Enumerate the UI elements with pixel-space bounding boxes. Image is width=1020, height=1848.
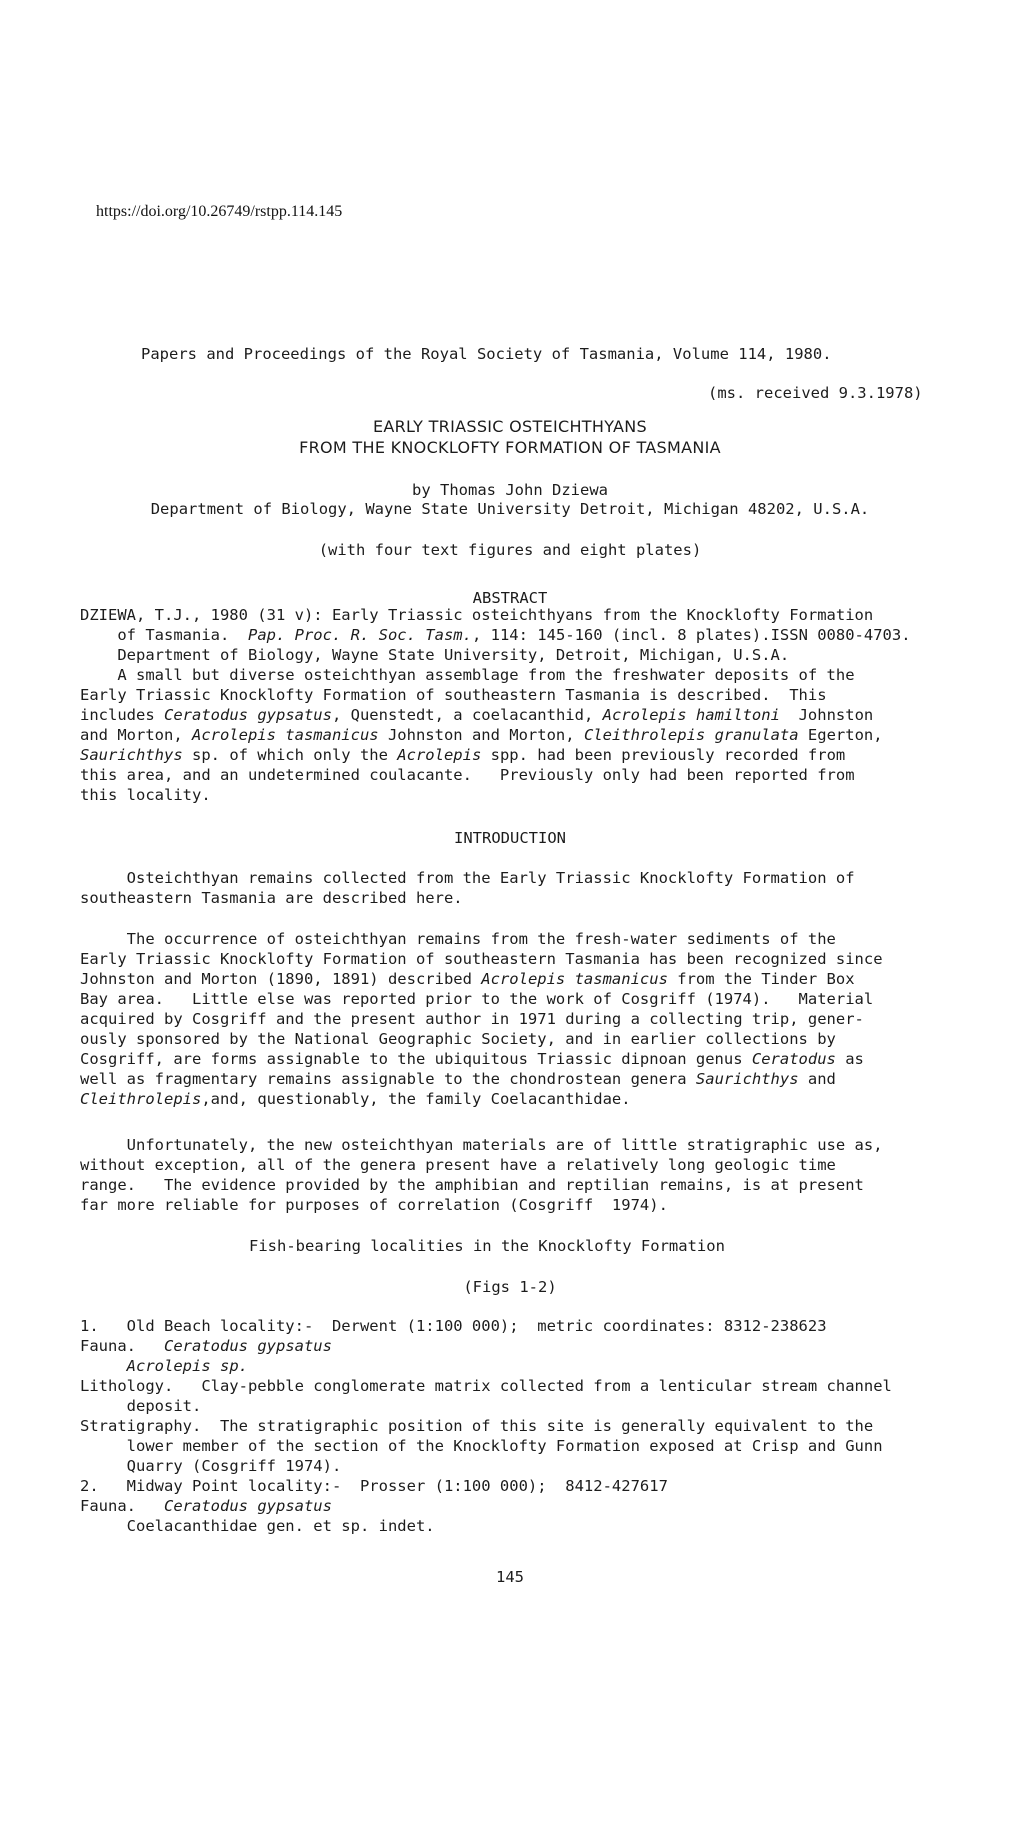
title-line-2: FROM THE KNOCKLOFTY FORMATION OF TASMANIA xyxy=(299,438,721,457)
introduction-para-3 xyxy=(80,1135,960,1215)
abstract-text-line: this area, and an undetermined coulacante. Previously only had been reported from xyxy=(80,766,855,784)
locality-line: Coelacanthidae gen. et sp. indet. xyxy=(126,1517,435,1535)
body-text-line: far more reliable for purposes of correlation (Cosgriff 1974). xyxy=(80,1196,668,1214)
affiliation: Department of Biology, Wayne State University Detroit, Michigan 48202, U.S.A. xyxy=(150,500,870,518)
title-line-1: EARLY TRIASSIC OSTEICHTHYANS xyxy=(372,417,648,436)
figures-note: (with four text figures and eight plates) xyxy=(318,541,702,559)
localities-figs: (Figs 1-2) xyxy=(463,1278,557,1296)
page-number: 145 xyxy=(496,1568,524,1586)
abstract-text-line: and Morton, Acrolepis tasmanicus Johnston and Morton, Cleithrolepis granulata Egerton, xyxy=(80,726,883,744)
locality-line: Acrolepis sp. xyxy=(126,1357,248,1375)
locality-line: deposit. xyxy=(126,1397,202,1415)
received-date: (ms. received 9.3.1978) xyxy=(708,384,923,402)
locality-line: 1. Old Beach locality:- Derwent (1:100 000); metric coordinates: 8312-238623 xyxy=(80,1317,827,1335)
body-text-line: Early Triassic Knocklofty Formation of southeastern Tasmania has been recognized since xyxy=(80,950,883,968)
introduction-para-2 xyxy=(80,929,960,1109)
abstract xyxy=(80,605,960,805)
body-text-line: without exception, all of the genera present have a relatively long geologic time xyxy=(80,1156,836,1174)
body-text-line: Johnston and Morton (1890, 1891) described Acrolepis tasmanicus from the Tinder Box xyxy=(80,970,855,988)
body-text-line: well as fragmentary remains assignable to the chondrostean genera Saurichthys and xyxy=(80,1070,836,1088)
locality-line: Lithology. Clay-pebble conglomerate matrix collected from a lenticular stream channel xyxy=(80,1377,892,1395)
body-text-line: Cosgriff, are forms assignable to the ubiquitous Triassic dipnoan genus Ceratodus as xyxy=(80,1050,864,1068)
locality-line: lower member of the section of the Knocklofty Formation exposed at Crisp and Gunn xyxy=(126,1437,883,1455)
abstract-citation-line: of Tasmania. Pap. Proc. R. Soc. Tasm., 114: 145-160 (incl. 8 plates).ISSN 0080-4703. xyxy=(117,626,911,644)
body-text-line: ously sponsored by the National Geographic Society, and in earlier collections by xyxy=(80,1030,836,1048)
body-text-line: range. The evidence provided by the amphibian and reptilian remains, is at present xyxy=(80,1176,864,1194)
body-text-line: acquired by Cosgriff and the present author in 1971 during a collecting trip, gener- xyxy=(80,1010,864,1028)
locality-line: Fauna. Ceratodus gypsatus xyxy=(80,1337,332,1355)
body-text-line: southeastern Tasmania are described here. xyxy=(80,889,463,907)
body-text-line: Unfortunately, the new osteichthyan materials are of little stratigraphic use as, xyxy=(80,1136,883,1154)
introduction-para-1 xyxy=(80,868,960,908)
abstract-heading: ABSTRACT xyxy=(472,589,548,607)
localities-heading: Fish-bearing localities in the Knocklofty Formation xyxy=(249,1237,725,1255)
abstract-text-line: Early Triassic Knocklofty Formation of southeastern Tasmania is described. This xyxy=(80,686,827,704)
body-text-line: The occurrence of osteichthyan remains from the fresh-water sediments of the xyxy=(80,930,836,948)
abstract-citation-line: DZIEWA, T.J., 1980 (31 v): Early Triassic osteichthyans from the Knocklofty Formation xyxy=(80,606,874,624)
abstract-citation-line: Department of Biology, Wayne State University, Detroit, Michigan, U.S.A. xyxy=(117,646,790,664)
abstract-text-line: this locality. xyxy=(80,786,211,804)
body-text-line: Osteichthyan remains collected from the Early Triassic Knocklofty Formation of xyxy=(80,869,855,887)
introduction-heading: INTRODUCTION xyxy=(454,829,566,847)
abstract-text-line: Saurichthys sp. of which only the Acrolepis spp. had been previously recorded from xyxy=(80,746,846,764)
body-text-line: Cleithrolepis,and, questionably, the family Coelacanthidae. xyxy=(80,1090,631,1108)
doi-link[interactable]: https://doi.org/10.26749/rstpp.114.145 xyxy=(96,203,343,220)
abstract-text-line: A small but diverse osteichthyan assemblage from the freshwater deposits of the xyxy=(117,666,855,684)
locality-line: Fauna. Ceratodus gypsatus xyxy=(80,1497,332,1515)
locality-line: Quarry (Cosgriff 1974). xyxy=(126,1457,342,1475)
localities-list xyxy=(80,1316,960,1536)
author: by Thomas John Dziewa xyxy=(412,481,608,499)
journal-line: Papers and Proceedings of the Royal Society of Tasmania, Volume 114, 1980. xyxy=(141,345,832,363)
locality-line: Stratigraphy. The stratigraphic position of this site is generally equivalent to the xyxy=(80,1417,874,1435)
locality-line: 2. Midway Point locality:- Prosser (1:100 000); 8412-427617 xyxy=(80,1477,668,1495)
abstract-text-line: includes Ceratodus gypsatus, Quenstedt, a coelacanthid, Acrolepis hamiltoni Johnston xyxy=(80,706,874,724)
body-text-line: Bay area. Little else was reported prior to the work of Cosgriff (1974). Material xyxy=(80,990,874,1008)
